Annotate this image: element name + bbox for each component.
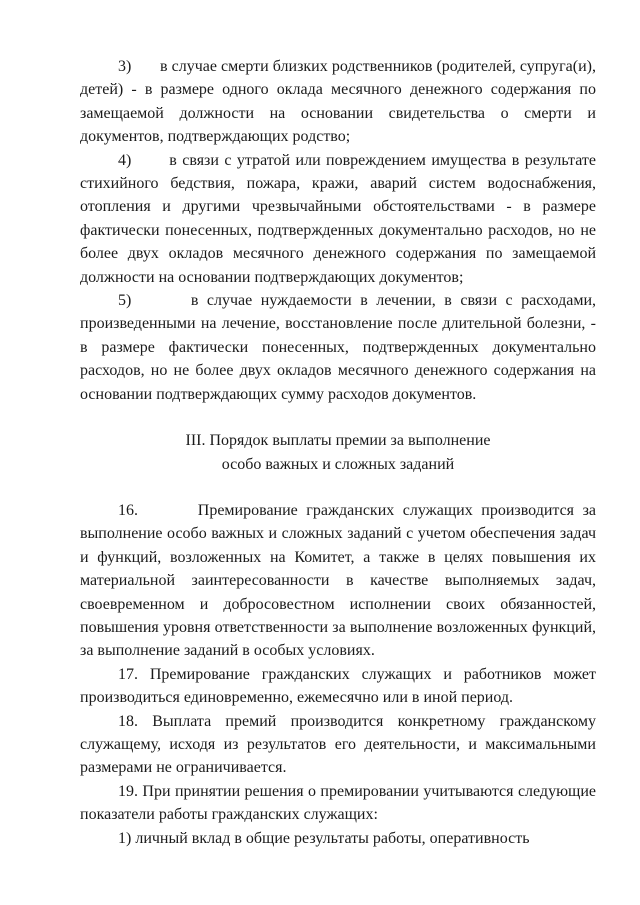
section-heading-line-2: особо важных и сложных заданий — [221, 455, 455, 473]
document-body — [80, 55, 596, 850]
list-item-3: 3) в случае смерти близких родственников (родителей, супруга(и), детей) - в размере одного оклада месячного денежного содержания по замещаемой должности на основании свидетельства о смерти и документов, подтверждающих родство; — [80, 58, 596, 146]
section-heading-line-1: III. Порядок выплаты премии за выполнение — [185, 432, 491, 450]
section-heading — [80, 429, 596, 476]
list-item-5: 5) в случае нуждаемости в лечении, в связи с расходами, произведенными на лечение, восстановление после длительной болезни, - в размере фактически понесенных, подтвержденных документально расходов, но не более двух окладов месячного денежного содержания на основании подтверждающих сумму расходов документов. — [80, 292, 596, 403]
list-item-4: 4) в связи с утратой или повреждением имущества в результате стихийного бедствия, пожара, кражи, аварий систем водоснабжения, отопления и другими чрезвычайными обстоятельствами - в размере фактически понесенных, подтвержденных документально расходов, но не более двух окладов месячного денежного содержания по замещаемой должности на основании подтверждающих документов; — [80, 151, 596, 286]
paragraph-17: 17. Премирование гражданских служащих и работников может производиться единовременно, ежемесячно или в иной период. — [80, 665, 596, 707]
list-item-1: 1) личный вклад в общие результаты работы, оперативность — [118, 829, 530, 847]
paragraph-16: 16. Премирование гражданских служащих производится за выполнение особо важных и сложных заданий с учетом обеспечения задач и функций, возложенных на Комитет, а также в целях повышения их материальной заинтересованности в качестве выполняемых задач, своевременном и добросовестном исполнении своих обязанностей, повышения уровня ответственности за выполнение возложенных функций, за выполнение заданий в особых условиях. — [80, 501, 596, 660]
paragraph-19: 19. При принятии решения о премировании учитываются следующие показатели работы гражданских служащих: — [80, 782, 596, 824]
paragraph-18: 18. Выплата премий производится конкретному гражданскому служащему, исходя из результатов его деятельности, и максимальными размерами не ограничивается. — [80, 712, 596, 777]
